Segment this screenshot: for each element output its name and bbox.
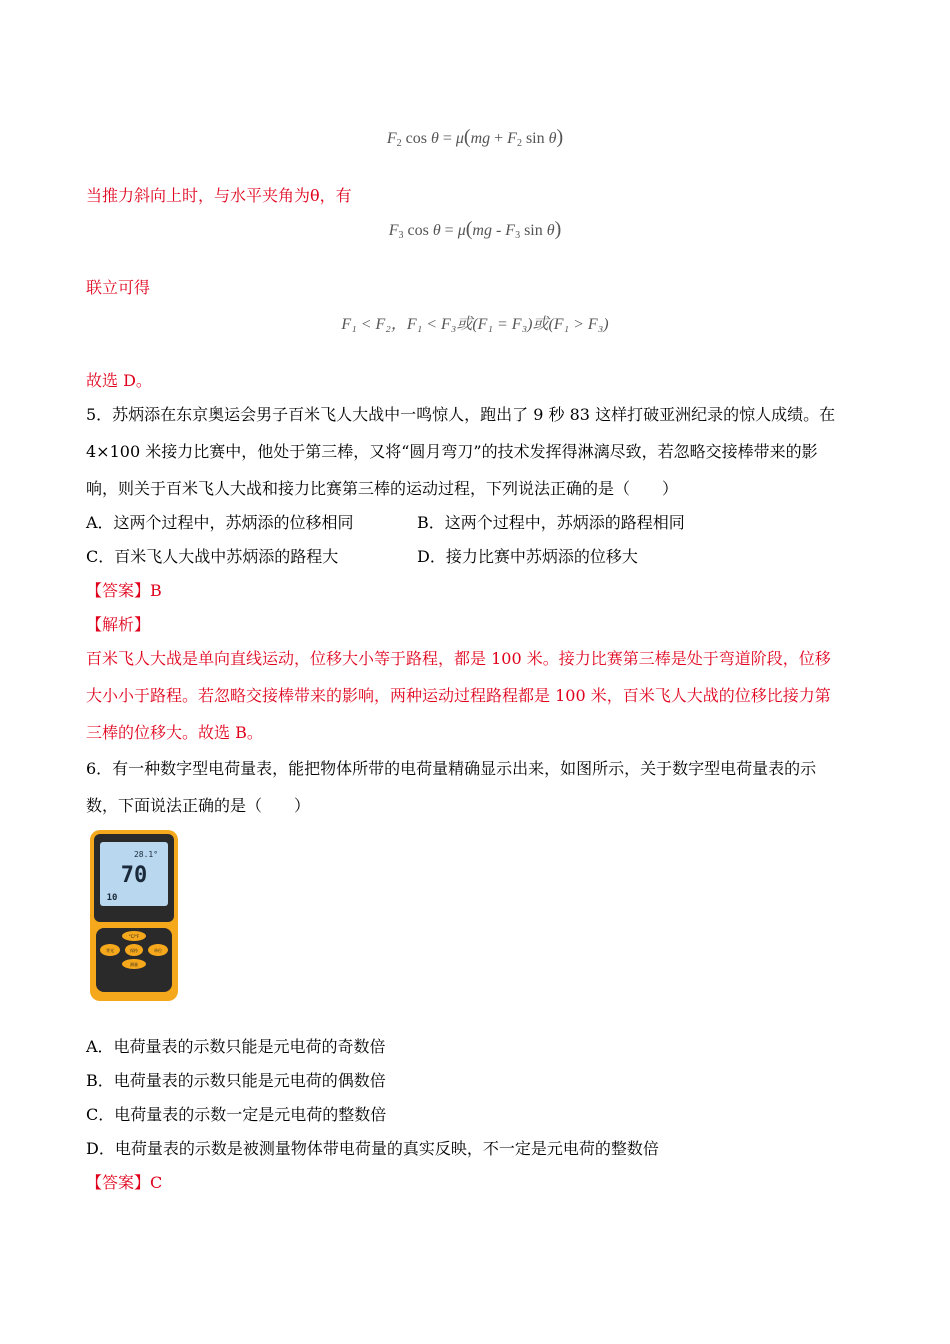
formula-symbol: F — [386, 130, 397, 147]
question-6-option-c: C．电荷量表的示数一定是元电荷的整数倍 — [86, 1105, 387, 1124]
meter-screen-sub: 10 — [106, 893, 118, 903]
formula-text: cos — [403, 222, 429, 239]
meter-button-mid-label: 保持 — [130, 948, 138, 953]
formula-symbol: μ — [457, 222, 466, 239]
formula-paren: ( — [463, 126, 471, 148]
meter-button-right-label: 单位 — [154, 948, 162, 953]
question-5-option-c: C．百米飞人大战中苏炳添的路程大 — [86, 547, 339, 566]
formula-subscript: 3 — [398, 230, 404, 241]
question-5-option-a: A．这两个过程中，苏炳添的位移相同 — [86, 513, 354, 532]
formula-symbol: θ — [548, 130, 557, 147]
analysis-5-tag: 【解析】 — [86, 615, 151, 634]
question-6-option-a: A．电荷量表的示数只能是元电荷的奇数倍 — [86, 1037, 386, 1056]
text-line: 故选 D。 — [86, 371, 152, 390]
formula-text: = — [440, 222, 458, 239]
question-6-option-d: D．电荷量表的示数是被测量物体带电荷量的真实反映，不一定是元电荷的整数倍 — [86, 1139, 659, 1158]
formula-text: sin — [521, 130, 545, 147]
meter-button-bottom-label: 测量 — [130, 962, 138, 967]
question-6-option-b: B．电荷量表的示数只能是元电荷的偶数倍 — [86, 1071, 386, 1090]
answer-6 — [86, 1172, 162, 1194]
formula-text: = — [438, 130, 456, 147]
meter-screen-top: 28.1° — [133, 850, 159, 859]
analysis-5-text: 三棒的位移大。故选 B。 — [86, 723, 263, 742]
formula-symbol: F — [507, 130, 517, 147]
text-line: 联立可得 — [86, 278, 151, 297]
formula-symbol: F — [388, 222, 399, 239]
question-5-stem: 5．苏炳添在东京奥运会男子百米飞人大战中一鸣惊人，跑出了 9 秒 83 这样打破亚洲纪录的惊人成绩。在 — [86, 405, 836, 424]
question-5-stem: 响，则关于百米飞人大战和接力比赛第三棒的运动过程，下列说法正确的是（ ） — [86, 479, 679, 498]
charge-meter-illustration — [88, 828, 180, 1003]
formula-symbol: θ — [432, 222, 441, 239]
question-5-option-d: D．接力比赛中苏炳添的位移大 — [417, 547, 638, 566]
formula-paren: ) — [556, 126, 564, 148]
analysis-5-text: 百米飞人大战是单向直线运动，位移大小等于路程，都是 100 米。接力比赛第三棒是处于弯道阶段，位移 — [86, 649, 831, 668]
meter-button-left-label: 背光 — [106, 948, 114, 953]
question-6-stem: 6．有一种数字型电荷量表，能把物体所带的电荷量精确显示出来，如图所示，关于数字型电荷量表的示 — [86, 759, 817, 778]
formula-paren: ( — [465, 218, 473, 240]
answer-5 — [86, 580, 162, 602]
answer-tag: 【答案】 — [86, 581, 151, 600]
question-5-option-b: B．这两个过程中，苏炳添的路程相同 — [417, 513, 685, 532]
formula-paren: ) — [554, 218, 562, 240]
formula-text: sin — [520, 222, 543, 239]
meter-button-top-label: °C/°F — [128, 934, 140, 939]
formula-symbol: μ — [455, 130, 464, 147]
answer-value: C — [150, 1173, 163, 1192]
formula-symbol: θ — [430, 130, 439, 147]
answer-tag: 【答案】 — [86, 1173, 151, 1192]
formula-symbol: mg — [470, 130, 491, 147]
answer-value: B — [150, 581, 162, 600]
formula-subscript: 3 — [515, 230, 521, 241]
analysis-5-text: 大小小于路程。若忽略交接棒带来的影响，两种运动过程路程都是 100 米，百米飞人大战的位移比接力第 — [86, 686, 831, 705]
formula-subscript: 2 — [396, 138, 402, 149]
question-6-stem: 数，下面说法正确的是（ ） — [86, 796, 311, 815]
question-5-stem: 4×100 米接力比赛中，他处于第三棒，又将“圆月弯刀”的技术发挥得淋漓尽致，若忽略交接棒带来的影 — [86, 442, 818, 461]
meter-screen-main: 70 — [120, 863, 148, 888]
formula-f3-balance — [0, 218, 950, 241]
formula-text: - — [491, 222, 506, 239]
formula-symbol: θ — [546, 222, 555, 239]
formula-text: + — [490, 130, 508, 147]
text-line: 当推力斜向上时，与水平夹角为θ，有 — [86, 186, 352, 205]
formula-subscript: 2 — [516, 138, 522, 149]
formula-comparison: F₁ < F₂，F₁ < F₃或(F₁ = F₃)或(F₁ > F₃) — [341, 316, 609, 333]
formula-text: cos — [401, 130, 427, 147]
formula-symbol: mg — [472, 222, 492, 239]
formula-symbol: F — [505, 222, 516, 239]
formula-f2-balance — [0, 126, 950, 149]
